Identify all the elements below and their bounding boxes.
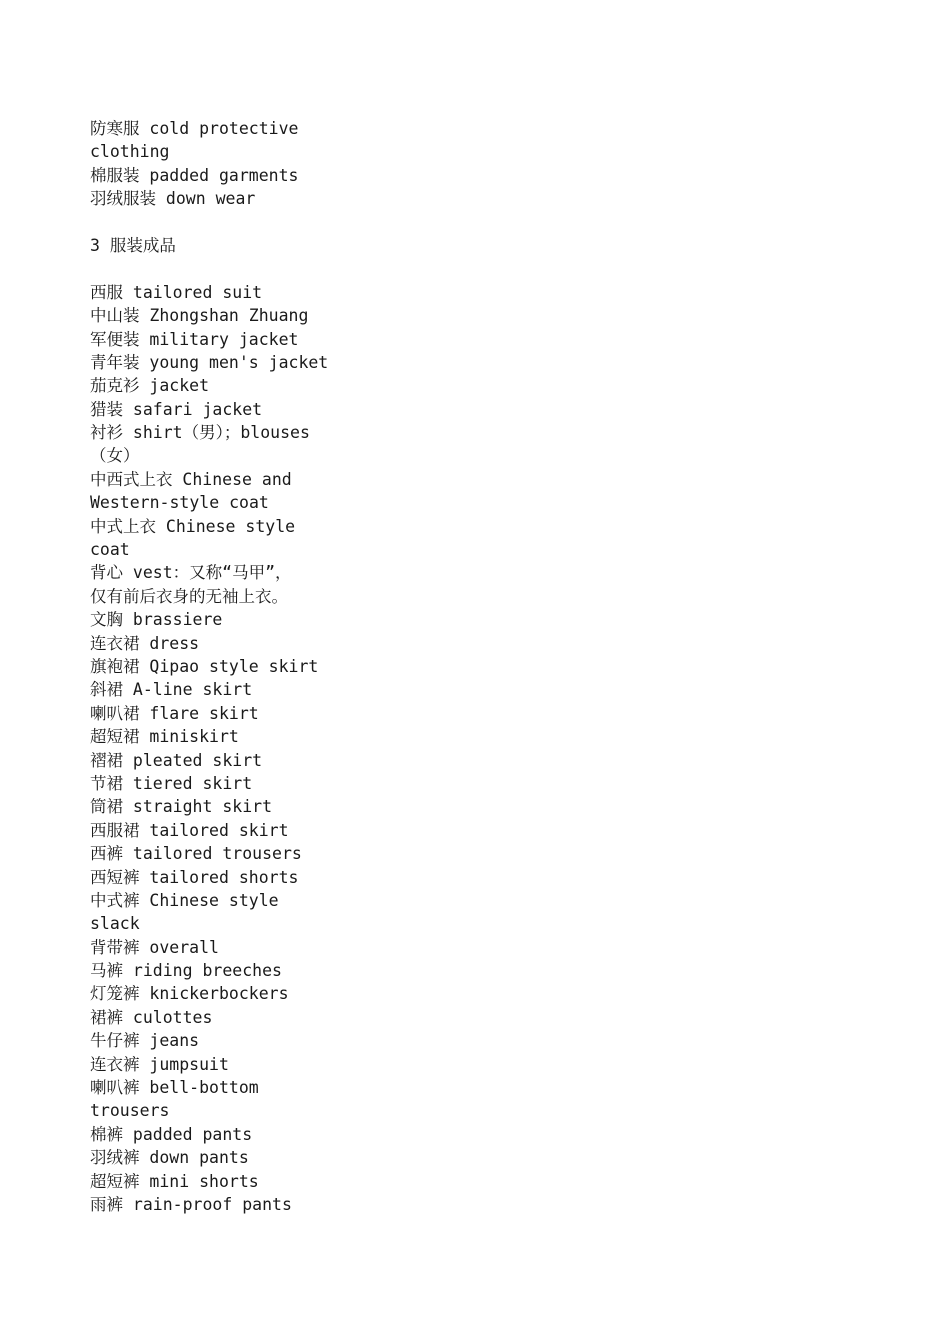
- glossary-item: 中西式上衣 Chinese and: [90, 469, 292, 489]
- glossary-item: slack: [90, 914, 140, 934]
- glossary-item: 中式上衣 Chinese style: [90, 516, 296, 536]
- glossary-item: 西服 tailored suit: [90, 282, 263, 302]
- text-line: clothing: [90, 142, 170, 162]
- glossary-item: 褶裙 pleated skirt: [90, 750, 263, 770]
- text-line: 羽绒服装 down wear: [90, 189, 256, 209]
- glossary-item: 背带裤 overall: [90, 937, 219, 957]
- glossary-item: 灯笼裤 knickerbockers: [90, 984, 289, 1004]
- glossary-item: 西短裤 tailored shorts: [90, 867, 299, 887]
- glossary-item: Western-style coat: [90, 493, 269, 513]
- glossary-item: 背心 vest：又称“马甲”，: [90, 563, 292, 583]
- section-heading: 3 服装成品: [90, 235, 176, 255]
- glossary-item: （女）: [90, 446, 140, 466]
- glossary-item: 节裙 tiered skirt: [90, 773, 253, 793]
- glossary-item: 青年装 young men's jacket: [90, 352, 329, 372]
- glossary-item: 仅有前后衣身的无袖上衣。: [90, 586, 288, 606]
- glossary-item: 裙裤 culottes: [90, 1007, 213, 1027]
- glossary-item: trousers: [90, 1101, 170, 1121]
- text-line: 棉服装 padded garments: [90, 165, 299, 185]
- glossary-item: 旗袍裙 Qipao style skirt: [90, 656, 319, 676]
- glossary-item: 茄克衫 jacket: [90, 376, 210, 396]
- glossary-item: coat: [90, 540, 130, 560]
- glossary-item: 马裤 riding breeches: [90, 961, 282, 981]
- glossary-item: 中山装 Zhongshan Zhuang: [90, 306, 309, 326]
- glossary-item: 羽绒裤 down pants: [90, 1148, 249, 1168]
- glossary-text: [90, 117, 350, 1216]
- glossary-item: 中式裤 Chinese style: [90, 890, 279, 910]
- glossary-item: 连衣裙 dress: [90, 633, 200, 653]
- glossary-item: 西服裙 tailored skirt: [90, 820, 289, 840]
- text-line: 防寒服 cold protective: [90, 119, 299, 138]
- glossary-item: 连衣裤 jumpsuit: [90, 1054, 229, 1074]
- glossary-item: 文胸 brassiere: [90, 610, 223, 630]
- glossary-item: 喇叭裙 flare skirt: [90, 703, 259, 723]
- blank-line: [90, 257, 350, 280]
- blank-line: [90, 211, 350, 234]
- glossary-item: 超短裙 miniskirt: [90, 727, 239, 747]
- glossary-item: 猎装 safari jacket: [90, 399, 263, 419]
- glossary-item: 西裤 tailored trousers: [90, 844, 302, 864]
- glossary-list: [90, 281, 350, 1217]
- glossary-item: 喇叭裤 bell-bottom: [90, 1078, 259, 1098]
- glossary-item: 军便装 military jacket: [90, 329, 299, 349]
- glossary-item: 衬衫 shirt（男）；blouses: [90, 423, 310, 443]
- glossary-item: 雨裤 rain-proof pants: [90, 1194, 292, 1214]
- glossary-item: 超短裤 mini shorts: [90, 1171, 259, 1191]
- glossary-item: 斜裙 A-line skirt: [90, 680, 253, 700]
- glossary-item: 牛仔裤 jeans: [90, 1031, 200, 1051]
- glossary-item: 筒裙 straight skirt: [90, 797, 273, 817]
- glossary-item: 棉裤 padded pants: [90, 1124, 253, 1144]
